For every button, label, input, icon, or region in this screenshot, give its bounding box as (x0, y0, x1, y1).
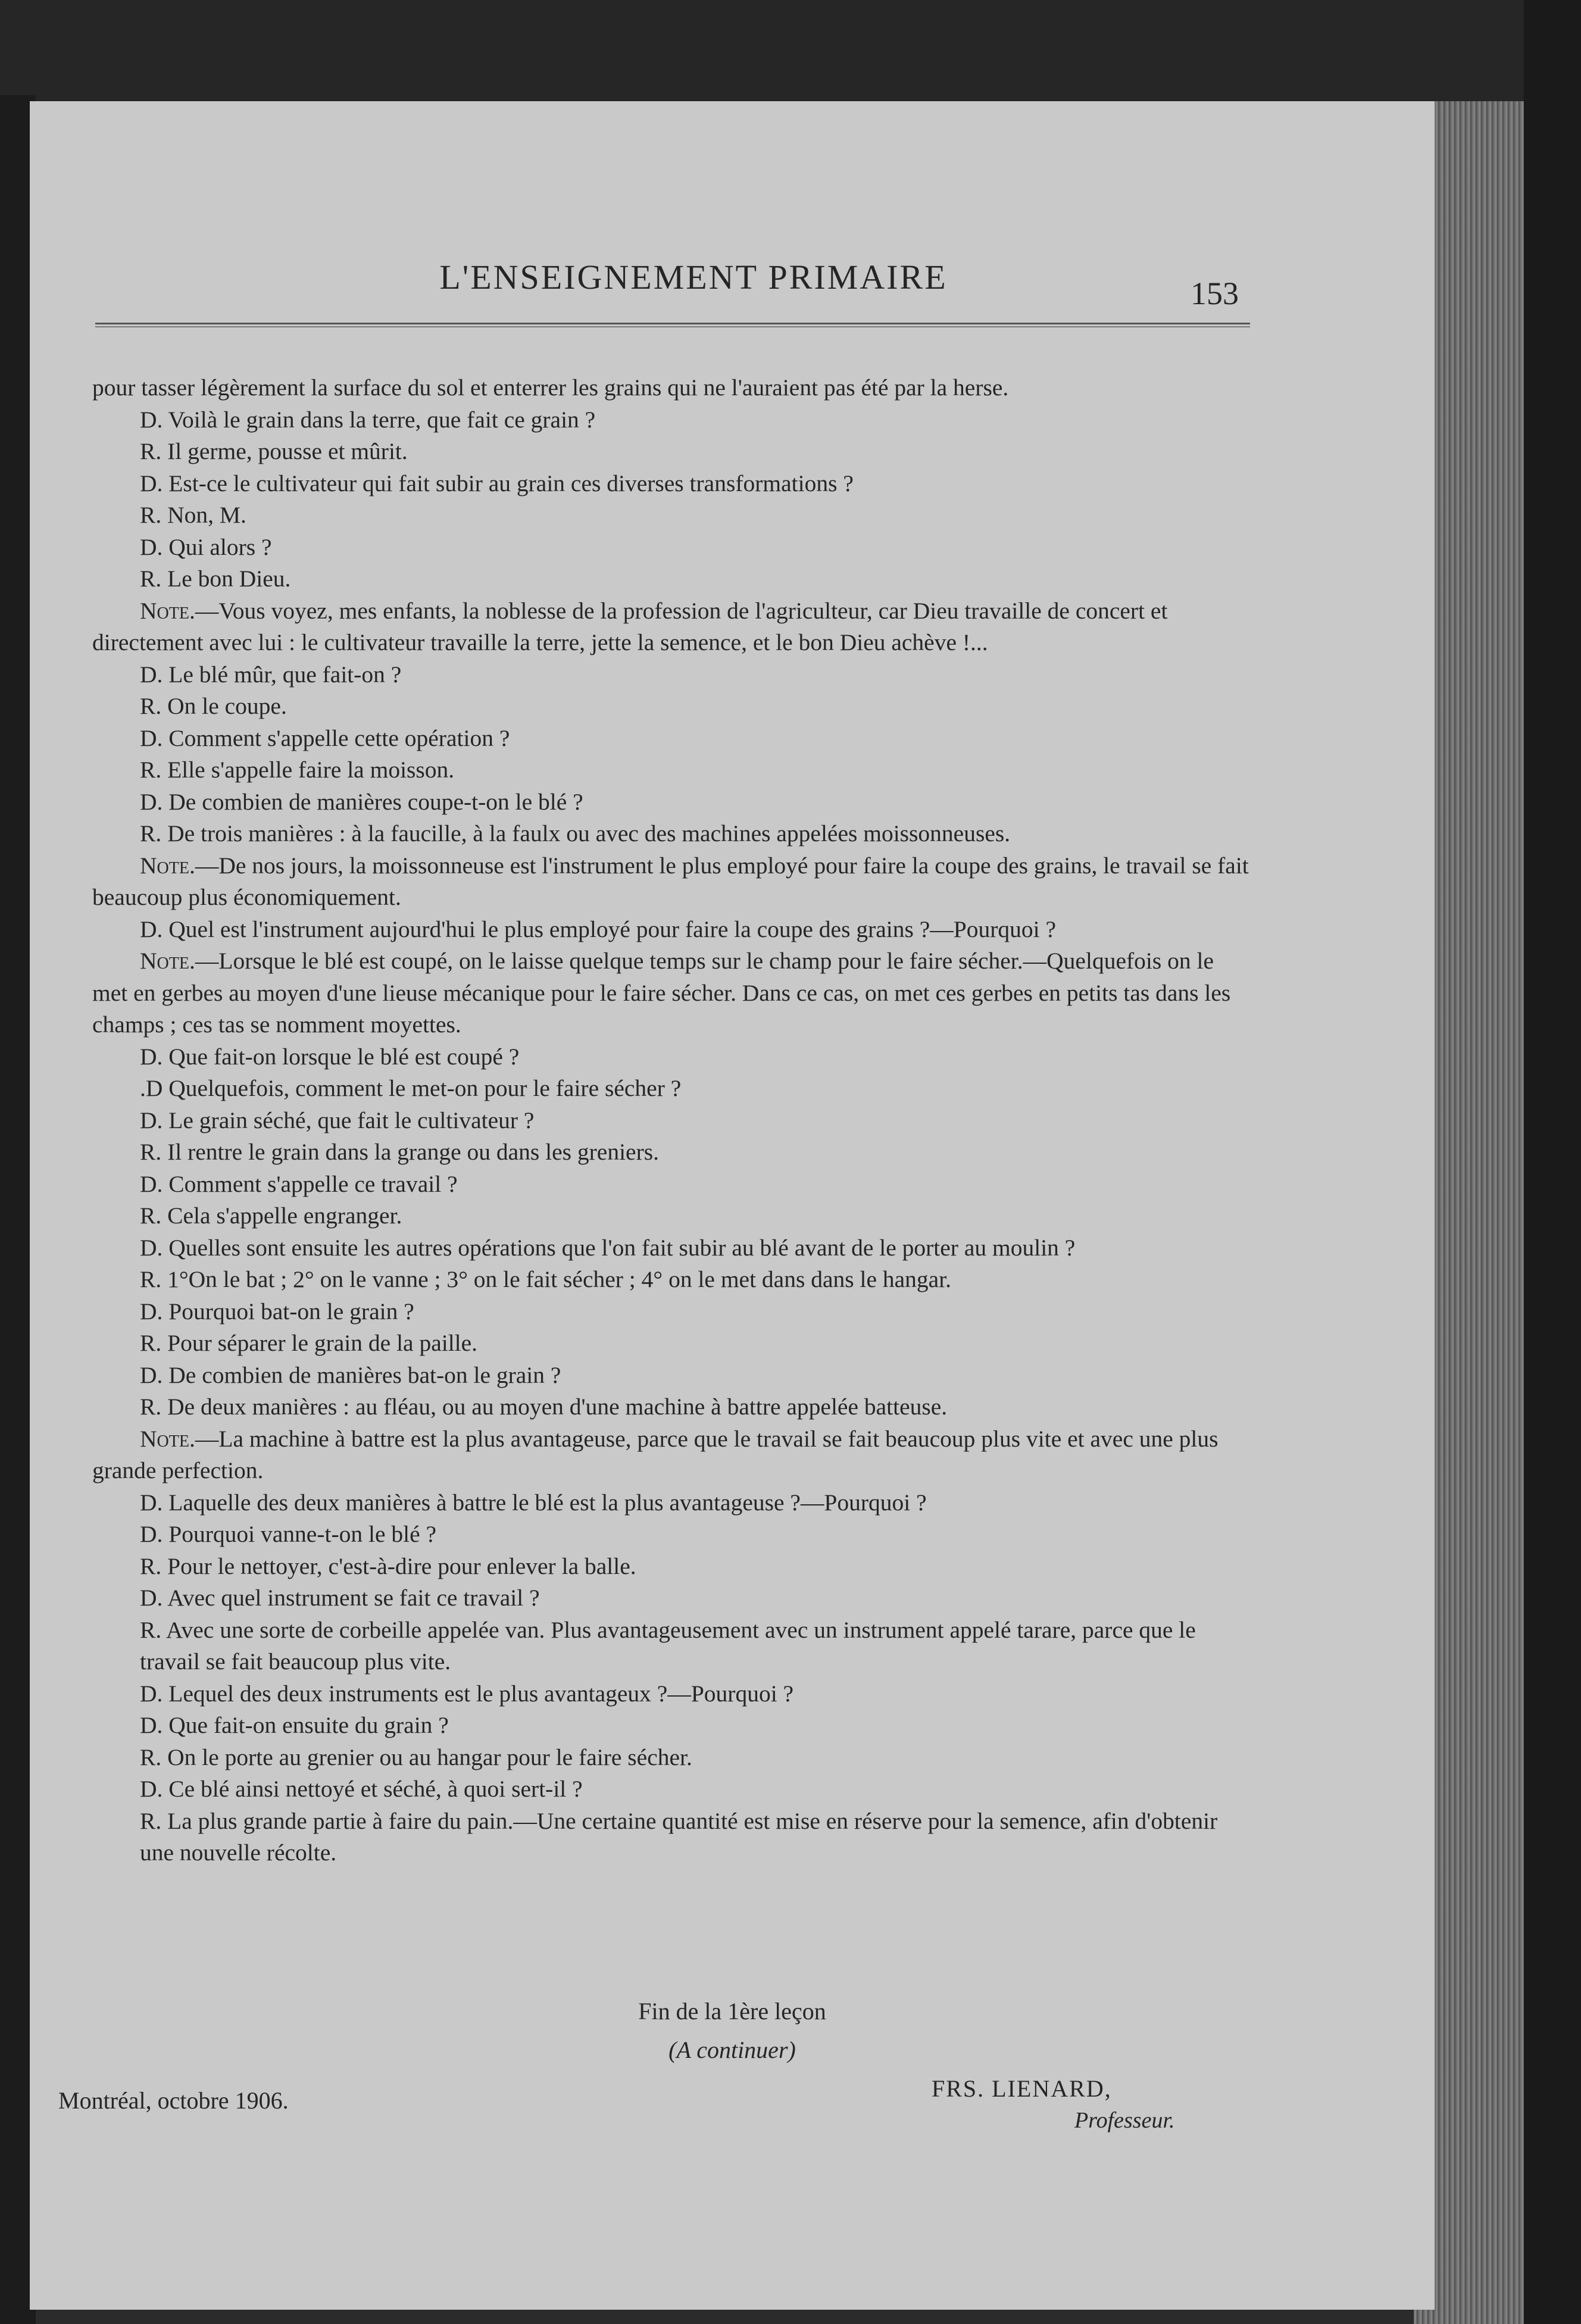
question-answer-line: R. Il germe, pousse et mûrit. (140, 438, 408, 464)
question-answer-line: D. Que fait-on ensuite du grain ? (140, 1712, 449, 1738)
note-label: Note. (140, 852, 195, 879)
question-answer-line: R. Pour le nettoyer, c'est-à-dire pour enlever la balle. (140, 1553, 636, 1579)
note-text: —La machine à battre est la plus avantageuse, parce que le travail se fait beaucoup plus vite et avec une plus grande perfection. (92, 1425, 1218, 1483)
continued-paragraph: pour tasser légèrement la surface du sol et enterrer les grains qui ne l'auraient pas été par la herse. (92, 374, 1009, 401)
running-head: L'ENSEIGNEMENT PRIMAIRE (439, 258, 948, 296)
question-answer-line: R. On le coupe. (140, 693, 287, 719)
question-answer-line: R. Non, M. (140, 502, 246, 528)
note-label: Note. (140, 1425, 195, 1452)
note-label: Note. (140, 948, 195, 974)
question-answer-line: R. Il rentre le grain dans la grange ou dans les greniers. (140, 1139, 659, 1165)
note-label: Note. (140, 597, 195, 624)
scan-background-right (1524, 0, 1581, 2324)
question-answer-line: D. Lequel des deux instruments est le plus avantageux ?—Pourquoi ? (140, 1680, 794, 1707)
question-answer-line: D. Qui alors ? (140, 533, 272, 560)
question-answer-line: D. Laquelle des deux manières à battre le blé est la plus avantageuse ?—Pourquoi ? (140, 1489, 927, 1516)
question-answer-line: D. Comment s'appelle ce travail ? (140, 1170, 458, 1197)
question-answer-line: D. Voilà le grain dans la terre, que fait ce grain ? (140, 406, 596, 433)
question-answer-line: R. De deux manières : au fléau, ou au moyen d'une machine à battre appelée batteuse. (140, 1394, 948, 1420)
author-title: Professeur. (1074, 2108, 1175, 2133)
dateline: Montréal, octobre 1906. (58, 2087, 289, 2114)
note-text: —Vous voyez, mes enfants, la noblesse de la profession de l'agriculteur, car Dieu travaille de concert et directement avec lui : le cultivateur travaille la terre, jette la semence, et le bon Dieu achève !... (92, 597, 1168, 655)
question-answer-line: D. Le grain séché, que fait le cultivateur ? (140, 1107, 535, 1133)
to-be-continued-line: (A continuer) (668, 2036, 796, 2063)
question-answer-line: R. La plus grande partie à faire du pain.—Une certaine quantité est mise en réserve pour la semence, afin d'obtenir une nouvelle récolte. (140, 1807, 1218, 1866)
question-answer-line: R. Le bon Dieu. (140, 566, 291, 592)
question-answer-line: R. Elle s'appelle faire la moisson. (140, 757, 455, 783)
end-of-lesson-line: Fin de la 1ère leçon (638, 1998, 826, 2025)
question-answer-line: D. Avec quel instrument se fait ce travail ? (140, 1585, 540, 1611)
header-rule (95, 323, 1250, 327)
question-answer-line: .D Quelquefois, comment le met-on pour le faire sécher ? (140, 1075, 682, 1101)
author-signature: FRS. LIENARD, (932, 2075, 1112, 2102)
page-number: 153 (1191, 276, 1239, 311)
note-text: —De nos jours, la moissonneuse est l'instrument le plus employé pour faire la coupe des grains, le travail se fait beaucoup plus économiquement. (92, 852, 1249, 910)
question-answer-line: D. Quelles sont ensuite les autres opérations que l'on fait subir au blé avant de le porter au moulin ? (140, 1234, 1076, 1261)
question-answer-line: R. 1°On le bat ; 2° on le vanne ; 3° on le fait sécher ; 4° on le met dans dans le hangar. (140, 1266, 952, 1292)
question-answer-line: R. Avec une sorte de corbeille appelée van. Plus avantageusement avec un instrument appelé tarare, parce que le travail se fait beaucoup plus vite. (140, 1616, 1196, 1675)
note-paragraph (92, 595, 1253, 659)
note-text: —Lorsque le blé est coupé, on le laisse quelque temps sur le champ pour le faire sécher.—Quelquefois on le met en gerbes au moyen d'une lieuse mécanique pour le faire sécher. Dans ce cas, on met ces gerbes en petits tas dans les champs ; ces tas se nomment moyettes. (92, 948, 1231, 1038)
scan-background-top (0, 0, 1581, 101)
question-answer-line: D. Quel est l'instrument aujourd'hui le plus employé pour faire la coupe des grains ?—Pourquoi ? (140, 916, 1057, 942)
question-answer-line: D. Ce blé ainsi nettoyé et séché, à quoi sert-il ? (140, 1776, 583, 1802)
book-page (30, 101, 1435, 2310)
question-answer-line: D. De combien de manières coupe-t-on le blé ? (140, 788, 583, 815)
question-answer-line: R. Pour séparer le grain de la paille. (140, 1330, 478, 1356)
note-paragraph (92, 1423, 1253, 1487)
question-answer-line: D. Que fait-on lorsque le blé est coupé ? (140, 1043, 520, 1070)
question-answer-line: D. De combien de manières bat-on le grain ? (140, 1361, 561, 1388)
article-body (92, 372, 1253, 1869)
note-paragraph (92, 850, 1253, 914)
note-paragraph (92, 945, 1253, 1041)
question-answer-line: D. Est-ce le cultivateur qui fait subir au grain ces diverses transformations ? (140, 470, 854, 496)
question-answer-line: D. Comment s'appelle cette opération ? (140, 724, 510, 751)
question-answer-line: D. Le blé mûr, que fait-on ? (140, 661, 402, 688)
question-answer-line: D. Pourquoi vanne-t-on le blé ? (140, 1521, 437, 1547)
question-answer-line: R. On le porte au grenier ou au hangar pour le faire sécher. (140, 1744, 692, 1770)
question-answer-line: D. Pourquoi bat-on le grain ? (140, 1298, 414, 1325)
question-answer-line: R. Cela s'appelle engranger. (140, 1202, 402, 1229)
question-answer-line: R. De trois manières : à la faucille, à la faulx ou avec des machines appelées moissonneuses. (140, 820, 1011, 846)
